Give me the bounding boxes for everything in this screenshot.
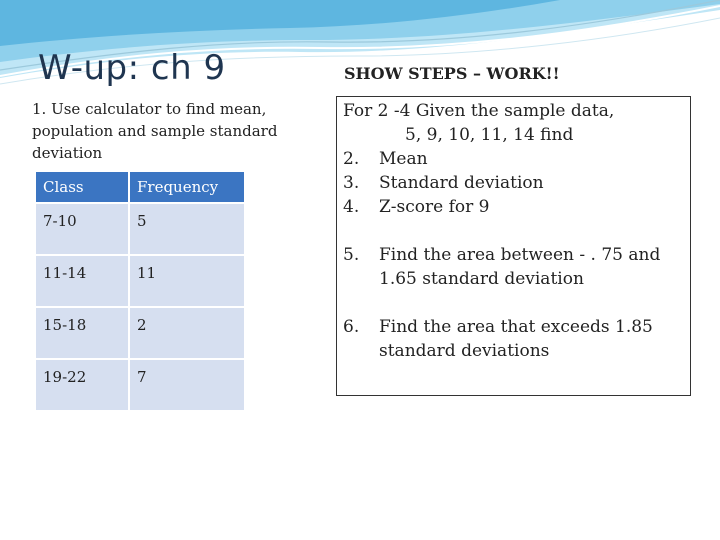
questions-box-content (343, 99, 693, 363)
frequency-cell: 5 (129, 203, 245, 255)
question-1-text: 1. Use calculator to find mean, population and sample standard deviation (32, 100, 278, 162)
item-text: Find the area that exceeds 1.85 standard deviations (379, 317, 653, 361)
class-cell: 19-22 (36, 359, 129, 411)
show-steps-heading: SHOW STEPS – WORK!! (344, 64, 560, 83)
frequency-cell: 2 (129, 307, 245, 359)
table-row (36, 359, 245, 411)
table-row (36, 307, 245, 359)
table-row (36, 203, 245, 255)
frequency-cell: 7 (129, 359, 245, 411)
box-intro: For 2 -4 Given the sample data, (343, 101, 615, 121)
column-header-class: Class (36, 172, 129, 203)
slide-title: W-up: ch 9 (38, 48, 226, 88)
class-cell: 7-10 (36, 203, 129, 255)
item-number: 5. (343, 245, 360, 265)
item-text: Z-score for 9 (379, 197, 490, 217)
item-text: Standard deviation (379, 173, 544, 193)
item-number: 6. (343, 317, 360, 337)
item-number: 4. (343, 197, 360, 217)
table-row (36, 255, 245, 307)
list-item (343, 195, 693, 219)
list-item (343, 147, 693, 171)
item-number: 3. (343, 173, 360, 193)
frequency-cell: 11 (129, 255, 245, 307)
column-header-frequency: Frequency (129, 172, 245, 203)
item-text: Find the area between - . 75 and 1.65 standard deviation (379, 245, 661, 289)
item-text: Mean (379, 149, 428, 169)
list-item (343, 243, 693, 291)
item-number: 2. (343, 149, 360, 169)
table-header-row (36, 172, 245, 203)
class-cell: 15-18 (36, 307, 129, 359)
list-item (343, 171, 693, 195)
class-cell: 11-14 (36, 255, 129, 307)
list-item (343, 315, 693, 363)
sample-data-line: 5, 9, 10, 11, 14 find (405, 125, 574, 145)
frequency-table (36, 172, 246, 412)
